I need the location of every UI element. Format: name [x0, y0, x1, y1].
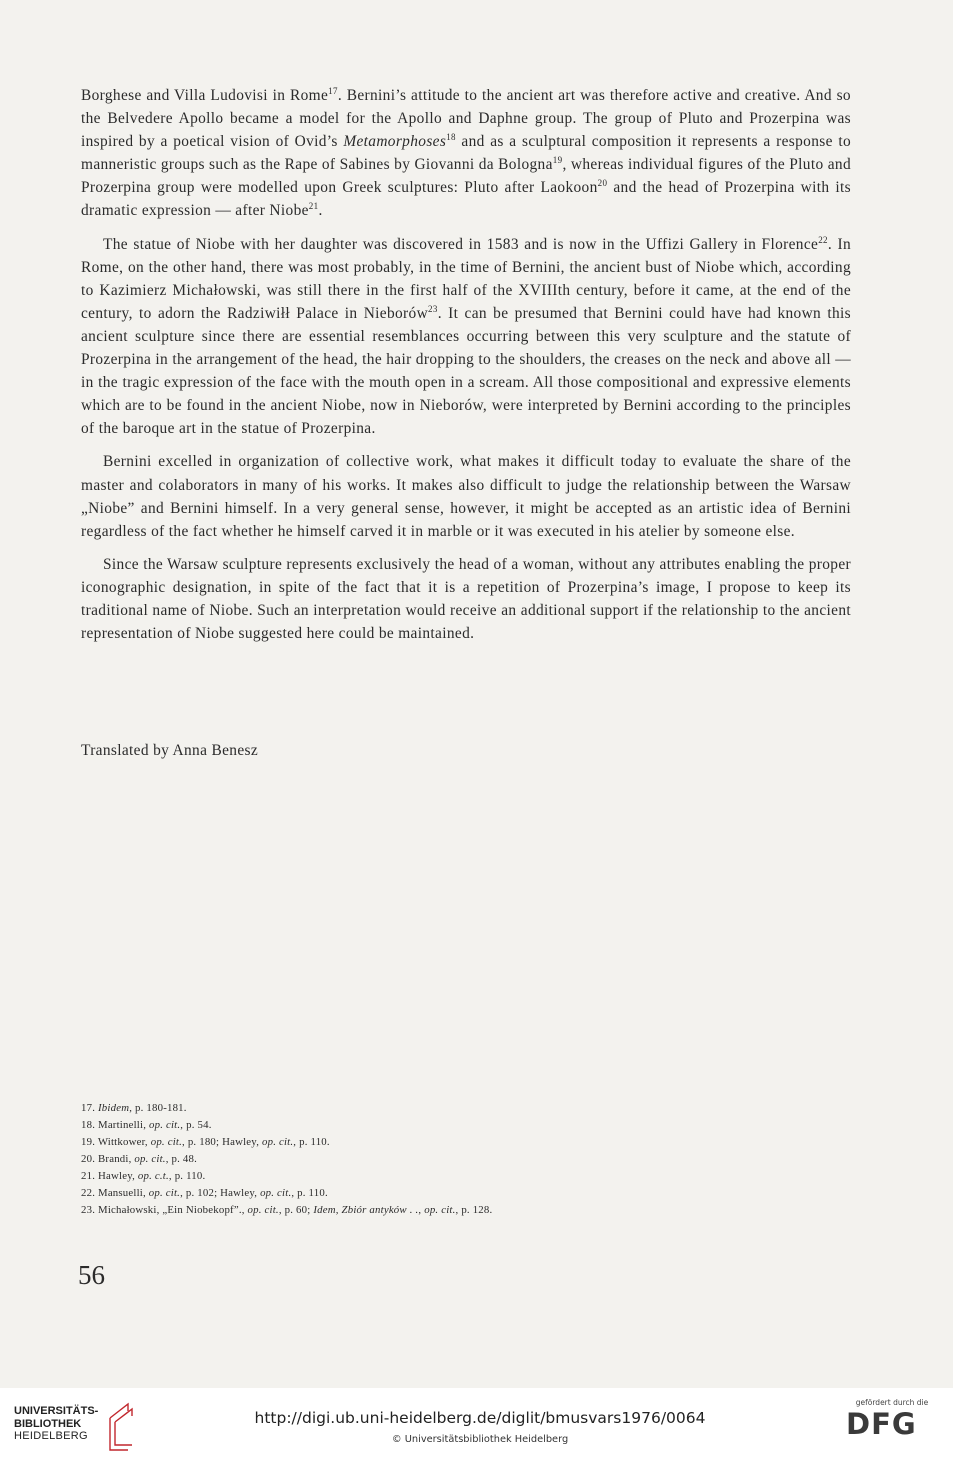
footnote-ref-19[interactable]: 19	[552, 155, 563, 166]
paragraph-2: The statue of Niobe with her daughter was discovered in 1583 and is now in the Uffizi Gallery in Florence$^{22}$. In Rome, on the other hand, there was most probably, in the time of Bernini, the ancient bust of Niobe which, according to Kazimierz Michałowski, was still there in the first half of the XVIIIth century, before it came, at the end of the century, to adorn the Radziwiłł Palace in Nieborów$^{23}$. It can be presumed that Bernini could have had known this ancient sculpture since there are essential resemblances occurring between this very sculpture and the statute of Prozerpina in the arrangement of the head, the hair dropping to the shoulders, the creases on the neck and above all — in the tragic expression of the face with the mouth open in a scream. All those compositional and expressive elements which are to be found in the ancient Niobe, now in Nieborów, were interpreted by Bernini according to the principles of the baroque art in the statue of Prozerpina.	[81, 234, 851, 438]
footnote-23: 23. Michałowski, „Ein Niobekopf”., op. cit., p. 60; Idem, Zbiór antyków . ., op. cit., p. 128.	[81, 1204, 493, 1216]
university-library-logo-icon	[108, 1398, 134, 1452]
paragraph-1: Borghese and Villa Ludovisi in Rome$^{17}$. Bernini’s attitude to the ancient art was therefore active and creative. And so the Belvedere Apollo became a model for the Apollo and Daphne group. The group of Pluto and Prozerpina was inspired by a poetical vision of Ovid’s Metamorphoses$^{18}$ and as a sculptural composition it represents a response to manneristic groups such as the Rape of Sabines by Giovanni da Bologna$^{19}$, whereas individual figures of the Pluto and Prozerpina group were modelled upon Greek sculptures: Pluto after Laokoon$^{20}$ and the head of Prozerpina with its dramatic expression — after Niobe$^{21}$.	[81, 86, 852, 220]
paragraph-3: Bernini excelled in organization of collective work, what makes it difficult today to evaluate the share of the master and colaborators in many of his works. It makes also difficult to judge the relationship between the Warsaw „Niobe” and Bernini himself. In a very general sense, however, it might be accepted as an artistic idea of Bernini regardless of the fact whether he himself carved it in marble or it was executed in his atelier by someone else.	[81, 453, 851, 540]
footnote-17: 17. Ibidem, p. 180-181.	[81, 1102, 187, 1114]
funding-caption: gefördert durch die	[855, 1398, 929, 1407]
paragraph-4: Since the Warsaw sculpture represents exclusively the head of a woman, without any attributes enabling the proper iconographic designation, in spite of the fact that it is a repetition of Prozerpina’s image, I propose to keep its traditional name of Niobe. Such an interpretation would receive an additional support if the relationship to the ancient representation of Niobe suggested here could be maintained.	[81, 555, 851, 643]
footnote-ref-23[interactable]: 23	[428, 303, 438, 314]
footnote-ref-18[interactable]: 18	[446, 132, 456, 143]
digitization-footer	[0, 1388, 953, 1458]
footnote-ref-21[interactable]: 21	[308, 201, 319, 212]
footnote-18: 18. Martinelli, op. cit., p. 54.	[81, 1119, 212, 1131]
dfg-logo: DFG	[846, 1407, 917, 1441]
footnote-22: 22. Mansuelli, op. cit., p. 102; Hawley, op. cit., p. 110.	[81, 1187, 328, 1199]
permalink-url[interactable]: http://digi.ub.uni-heidelberg.de/diglit/bmusvars1976/0064	[254, 1409, 706, 1427]
translator-credit: Translated by Anna Benesz	[81, 742, 259, 759]
library-name: UNIVERSITÄTS- BIBLIOTHEK HEIDELBERG	[14, 1405, 99, 1442]
footnote-ref-22[interactable]: 22	[818, 234, 828, 245]
copyright-notice: © Universitätsbibliothek Heidelberg	[391, 1434, 569, 1445]
footnote-21: 21. Hawley, op. c.t., p. 110.	[81, 1170, 206, 1182]
footnote-19: 19. Wittkower, op. cit., p. 180; Hawley, op. cit., p. 110.	[81, 1136, 330, 1148]
footnote-20: 20. Brandi, op. cit., p. 48.	[81, 1153, 197, 1165]
page-number: 56	[78, 1260, 105, 1290]
body-text	[81, 84, 851, 655]
footnote-ref-17[interactable]: 17	[328, 86, 338, 96]
footnotes	[81, 1100, 781, 1219]
footnote-ref-20[interactable]: 20	[597, 178, 608, 189]
